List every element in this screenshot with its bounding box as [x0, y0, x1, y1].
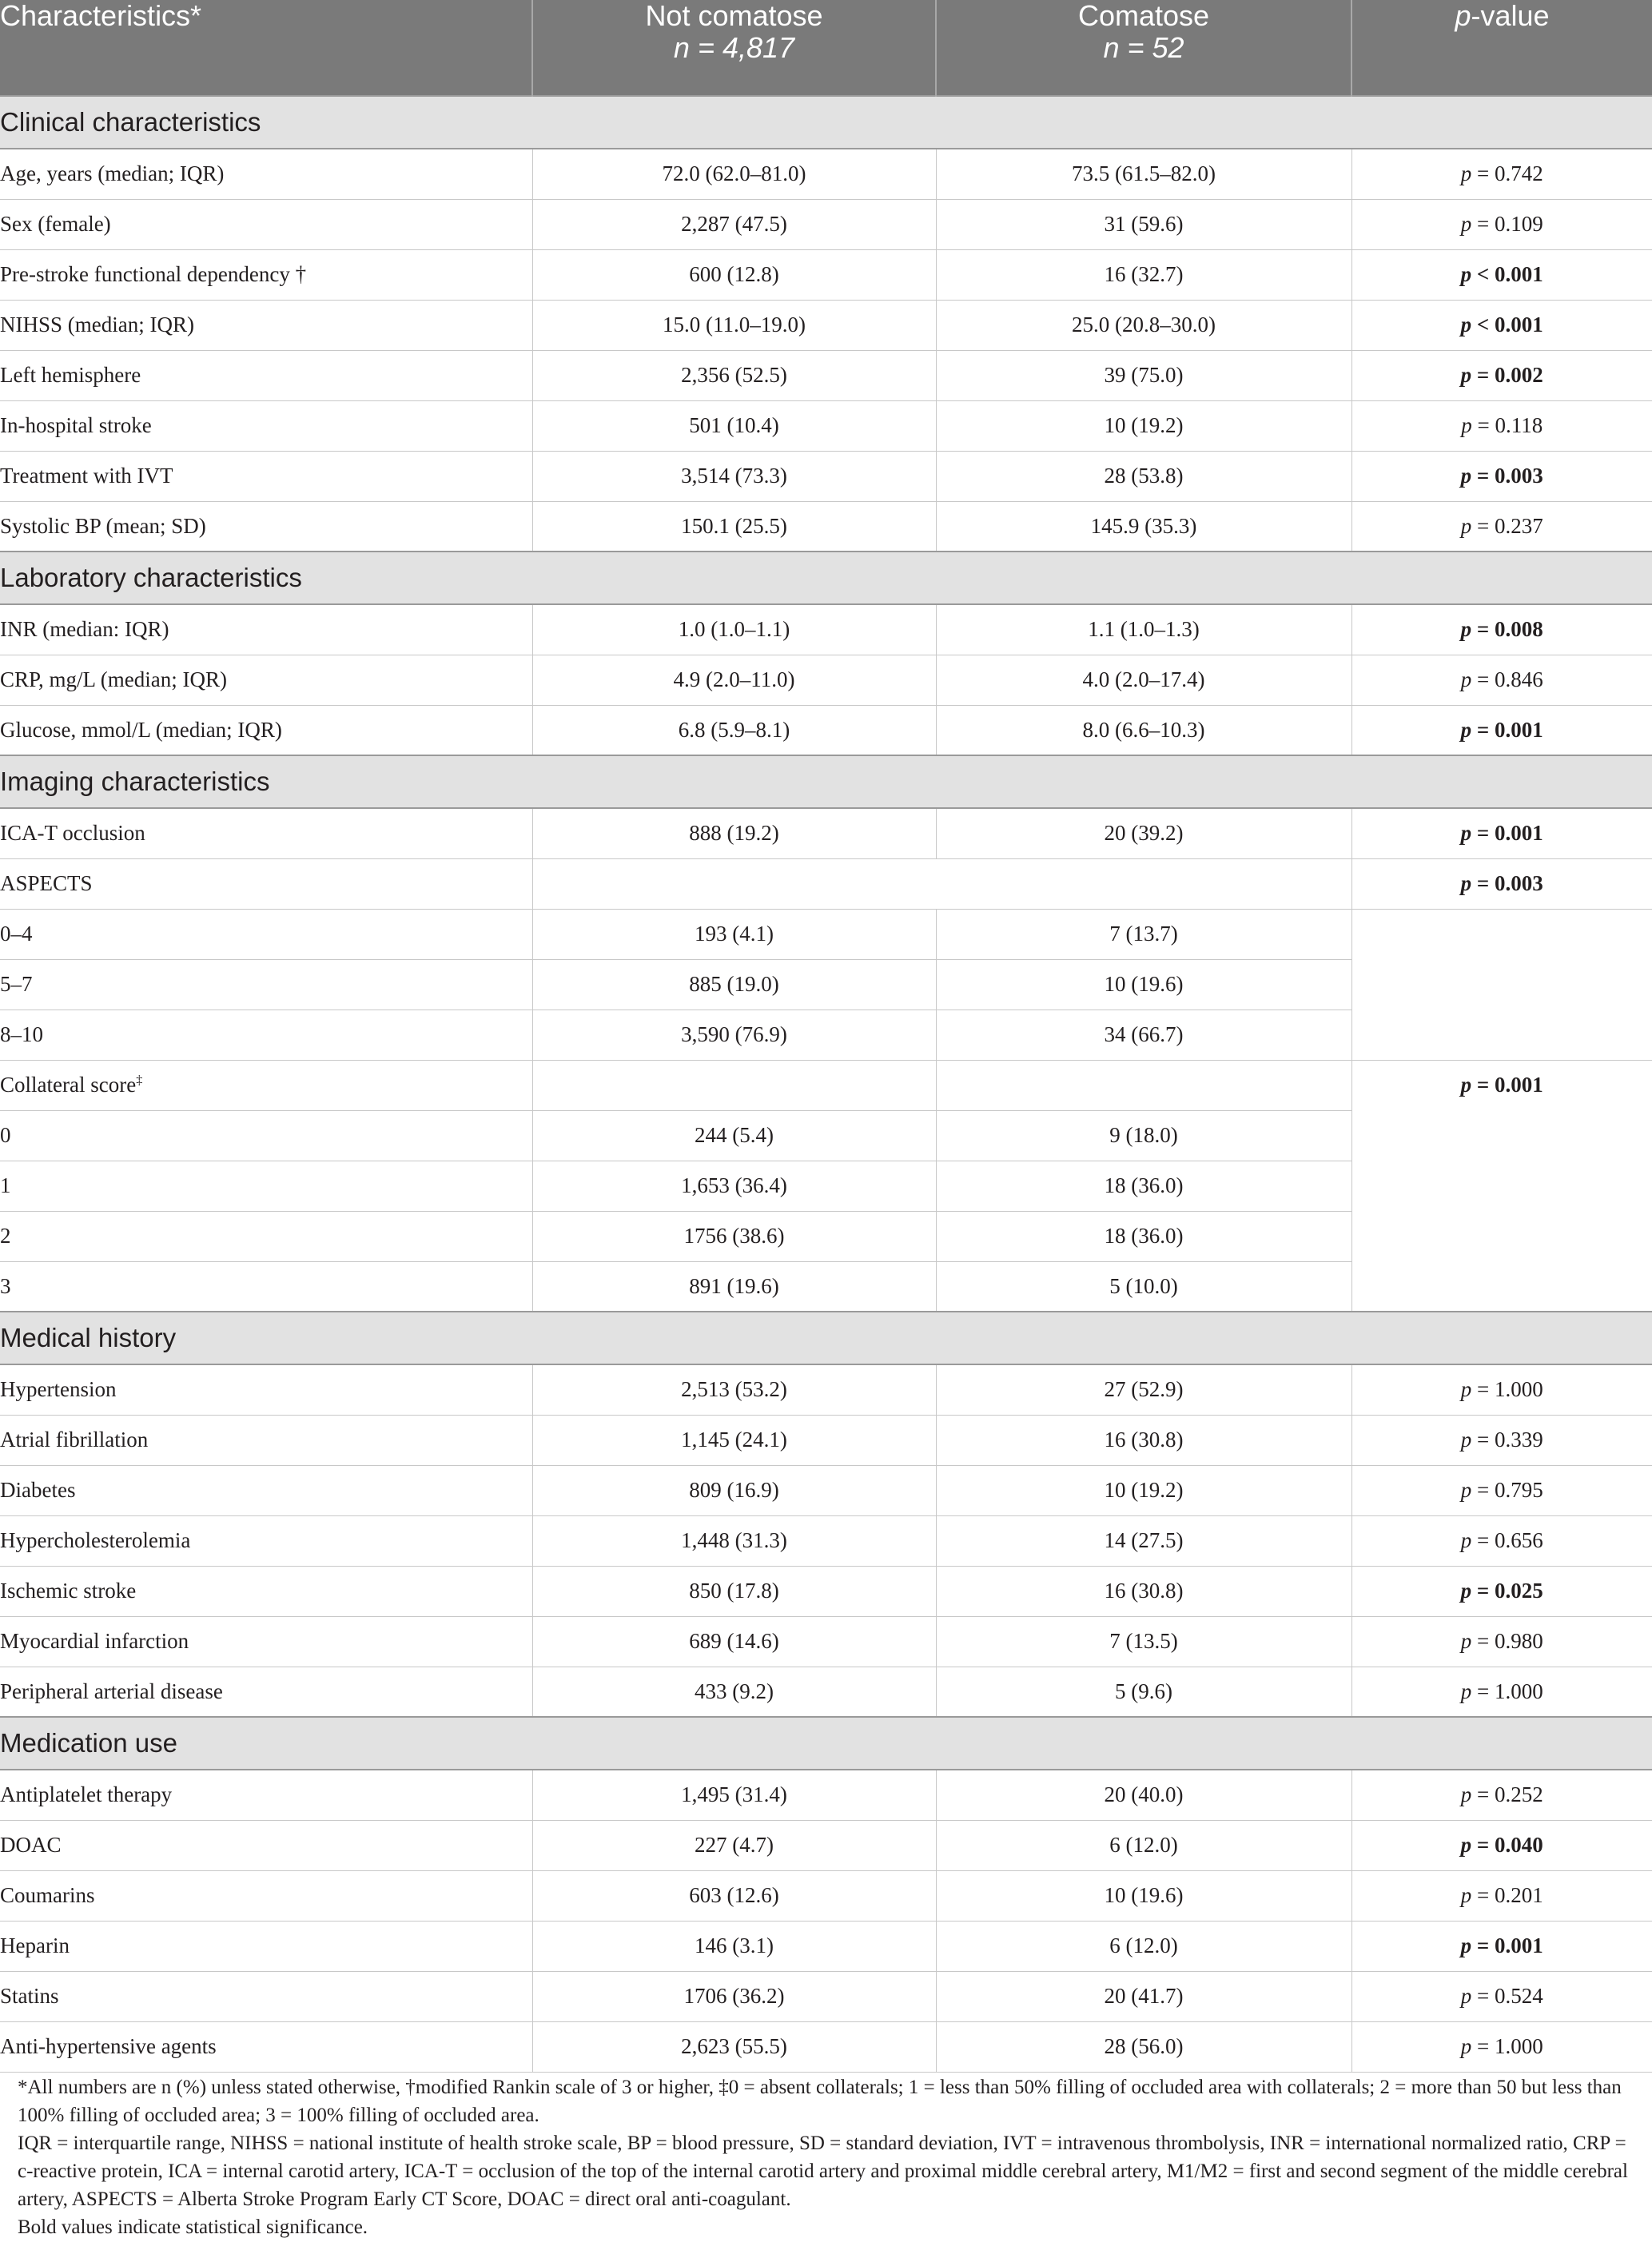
p-value: p = 0.846 — [1351, 655, 1652, 705]
table-row — [0, 1820, 1652, 1870]
table-row — [0, 1211, 1652, 1261]
comatose-value: 1.1 (1.0–1.3) — [936, 604, 1351, 655]
header-not-comatose-n: n = 4,817 — [673, 31, 795, 64]
table-row — [0, 1261, 1652, 1312]
table-body — [0, 96, 1652, 2072]
table-row — [0, 959, 1652, 1010]
header-comatose-n: n = 52 — [1103, 31, 1184, 64]
row-label-text: 8–10 — [0, 1022, 43, 1046]
header-p-value: p-value — [1455, 0, 1550, 32]
section-header-row — [0, 552, 1652, 604]
table-row — [0, 705, 1652, 755]
comatose-value: 9 (18.0) — [936, 1110, 1351, 1161]
comatose-value: 4.0 (2.0–17.4) — [936, 655, 1351, 705]
row-label-text: Statins — [0, 1984, 59, 2008]
not-comatose-value: 193 (4.1) — [532, 909, 936, 959]
not-comatose-value: 689 (14.6) — [532, 1616, 936, 1667]
p-value: p = 0.742 — [1351, 149, 1652, 199]
table-row — [0, 300, 1652, 350]
row-label-text: DOAC — [0, 1833, 62, 1857]
comatose-value: 14 (27.5) — [936, 1515, 1351, 1566]
row-label-text: ASPECTS — [0, 871, 93, 895]
comatose-value: 145.9 (35.3) — [936, 501, 1351, 552]
table-row — [0, 1616, 1652, 1667]
section-title: Medical history — [0, 1312, 1652, 1364]
table-row — [0, 1667, 1652, 1717]
not-comatose-value: 2,287 (47.5) — [532, 199, 936, 249]
row-label — [0, 1060, 532, 1110]
p-value — [1351, 1110, 1652, 1161]
row-label-text: Collateral score — [0, 1073, 137, 1097]
not-comatose-value: 15.0 (11.0–19.0) — [532, 300, 936, 350]
footnote-bold-note: Bold values indicate statistical significance. — [18, 2216, 368, 2238]
section-header-row — [0, 1717, 1652, 1770]
row-label — [0, 1415, 532, 1465]
table-row — [0, 1010, 1652, 1060]
row-label — [0, 249, 532, 300]
comatose-value: 6 (12.0) — [936, 1820, 1351, 1870]
comatose-value: 7 (13.5) — [936, 1616, 1351, 1667]
p-value: p = 0.524 — [1351, 1971, 1652, 2021]
row-label — [0, 1870, 532, 1921]
row-label-text: Pre-stroke functional dependency † — [0, 262, 307, 286]
row-label — [0, 149, 532, 199]
comatose-value: 28 (53.8) — [936, 451, 1351, 501]
table-row — [0, 2021, 1652, 2072]
table-row — [0, 249, 1652, 300]
row-label — [0, 1465, 532, 1515]
row-label — [0, 2021, 532, 2072]
row-label — [0, 1261, 532, 1312]
header-not-comatose-title: Not comatose — [645, 0, 823, 32]
row-label-text: CRP, mg/L (median; IQR) — [0, 667, 227, 691]
row-label — [0, 1616, 532, 1667]
comatose-value: 6 (12.0) — [936, 1921, 1351, 1971]
row-label-text: 5–7 — [0, 972, 33, 996]
section-title: Medication use — [0, 1717, 1652, 1770]
not-comatose-value: 2,513 (53.2) — [532, 1364, 936, 1415]
table-row — [0, 199, 1652, 249]
row-label — [0, 909, 532, 959]
comatose-value: 8.0 (6.6–10.3) — [936, 705, 1351, 755]
row-label — [0, 959, 532, 1010]
row-label-text: Peripheral arterial disease — [0, 1679, 223, 1703]
table-row — [0, 451, 1652, 501]
not-comatose-value: 850 (17.8) — [532, 1566, 936, 1616]
comatose-value: 16 (30.8) — [936, 1415, 1351, 1465]
row-label-footnote-mark: ‡ — [136, 1073, 143, 1087]
row-label-text: Heparin — [0, 1933, 70, 1957]
row-label-text: Atrial fibrillation — [0, 1428, 149, 1452]
header-characteristics: Characteristics* — [0, 0, 532, 96]
row-label-text: 0–4 — [0, 922, 33, 946]
row-label-text: 2 — [0, 1224, 11, 1248]
p-value: p = 0.008 — [1351, 604, 1652, 655]
not-comatose-value: 891 (19.6) — [532, 1261, 936, 1312]
p-value: p = 0.118 — [1351, 400, 1652, 451]
comatose-value: 5 (9.6) — [936, 1667, 1351, 1717]
p-value: p = 0.795 — [1351, 1465, 1652, 1515]
not-comatose-value: 501 (10.4) — [532, 400, 936, 451]
row-label — [0, 604, 532, 655]
not-comatose-value: 146 (3.1) — [532, 1921, 936, 1971]
table-row — [0, 858, 1652, 909]
row-label — [0, 1364, 532, 1415]
table-row — [0, 1566, 1652, 1616]
p-value — [1351, 1211, 1652, 1261]
header-comatose-title: Comatose — [1077, 0, 1210, 32]
p-value: p = 0.252 — [1351, 1770, 1652, 1820]
comatose-value: 39 (75.0) — [936, 350, 1351, 400]
comatose-value: 5 (10.0) — [936, 1261, 1351, 1312]
header-not-comatose — [532, 0, 936, 96]
table-row — [0, 1770, 1652, 1820]
comatose-value: 10 (19.6) — [936, 959, 1351, 1010]
row-label — [0, 1971, 532, 2021]
table-row — [0, 1921, 1652, 1971]
row-label — [0, 1515, 532, 1566]
comatose-value: 7 (13.7) — [936, 909, 1351, 959]
row-label — [0, 1667, 532, 1717]
header-comatose — [936, 0, 1351, 96]
table-row — [0, 1415, 1652, 1465]
row-label-text: Anti-hypertensive agents — [0, 2034, 217, 2058]
table-row — [0, 655, 1652, 705]
row-label-text: Systolic BP (mean; SD) — [0, 513, 206, 538]
row-label — [0, 501, 532, 552]
p-value — [1351, 1261, 1652, 1312]
not-comatose-value: 3,590 (76.9) — [532, 1010, 936, 1060]
table-row — [0, 400, 1652, 451]
p-value: p = 0.003 — [1351, 451, 1652, 501]
comatose-value: 18 (36.0) — [936, 1211, 1351, 1261]
row-label — [0, 400, 532, 451]
row-label-text: Age, years (median; IQR) — [0, 161, 225, 186]
not-comatose-value: 1,145 (24.1) — [532, 1415, 936, 1465]
not-comatose-value: 885 (19.0) — [532, 959, 936, 1010]
table-row — [0, 1161, 1652, 1211]
row-label — [0, 1211, 532, 1261]
p-value: p = 0.002 — [1351, 350, 1652, 400]
row-label — [0, 1770, 532, 1820]
table-row — [0, 1870, 1652, 1921]
p-value: p = 0.001 — [1351, 1921, 1652, 1971]
p-value — [1351, 1161, 1652, 1211]
not-comatose-value: 1,448 (31.3) — [532, 1515, 936, 1566]
table-row — [0, 1110, 1652, 1161]
row-label-text: Myocardial infarction — [0, 1629, 189, 1653]
row-label-text: Coumarins — [0, 1883, 95, 1907]
row-label — [0, 300, 532, 350]
p-value: p < 0.001 — [1351, 300, 1652, 350]
not-comatose-value: 150.1 (25.5) — [532, 501, 936, 552]
comatose-value: 20 (39.2) — [936, 808, 1351, 858]
section-title: Imaging characteristics — [0, 755, 1652, 808]
p-value: p = 0.109 — [1351, 199, 1652, 249]
row-label — [0, 350, 532, 400]
comatose-value: 10 (19.6) — [936, 1870, 1351, 1921]
p-value: p = 0.201 — [1351, 1870, 1652, 1921]
table-footnotes — [18, 2073, 1640, 2241]
table-row — [0, 808, 1652, 858]
table-row — [0, 350, 1652, 400]
not-comatose-value: 72.0 (62.0–81.0) — [532, 149, 936, 199]
not-comatose-value: 2,623 (55.5) — [532, 2021, 936, 2072]
not-comatose-value: 4.9 (2.0–11.0) — [532, 655, 936, 705]
table-row — [0, 501, 1652, 552]
footnote-abbreviations: IQR = interquartile range, NIHSS = national institute of health stroke scale, BP = blood pressure, SD = standard deviation, IVT = intravenous thrombolysis, INR = international normalized ratio, CRP = c-reactive protein, ICA = internal carotid artery, ICA-T = occlusion of the top of the internal carotid artery and proximal middle cerebral artery, M1/M2 = first and second segment of the middle cerebral artery, ASPECTS = Alberta Stroke Program Early CT Score, DOAC = direct oral anti-coagulant. — [18, 2133, 1628, 2210]
section-header-row — [0, 1312, 1652, 1364]
not-comatose-value: 1,653 (36.4) — [532, 1161, 936, 1211]
comatose-value: 34 (66.7) — [936, 1010, 1351, 1060]
p-value: p = 0.237 — [1351, 501, 1652, 552]
p-value: p = 0.656 — [1351, 1515, 1652, 1566]
not-comatose-value: 6.8 (5.9–8.1) — [532, 705, 936, 755]
p-value: p = 0.001 — [1351, 808, 1652, 858]
not-comatose-value: 809 (16.9) — [532, 1465, 936, 1515]
table-row — [0, 1060, 1652, 1110]
p-value: p = 1.000 — [1351, 1364, 1652, 1415]
p-value: p = 0.001 — [1351, 705, 1652, 755]
row-label-text: Hypertension — [0, 1377, 117, 1402]
row-label — [0, 705, 532, 755]
row-label — [0, 1820, 532, 1870]
comatose-value: 25.0 (20.8–30.0) — [936, 300, 1351, 350]
row-label-text: In-hospital stroke — [0, 413, 152, 437]
section-title: Laboratory characteristics — [0, 552, 1652, 604]
comatose-value: 28 (56.0) — [936, 2021, 1351, 2072]
row-label-text: Sex (female) — [0, 212, 111, 236]
row-label — [0, 1921, 532, 1971]
table-header-row — [0, 0, 1652, 96]
row-label-text: INR (median: IQR) — [0, 617, 169, 642]
not-comatose-value: 1,495 (31.4) — [532, 1770, 936, 1820]
p-value — [1351, 909, 1652, 959]
row-label-text: NIHSS (median; IQR) — [0, 313, 194, 337]
row-label — [0, 1010, 532, 1060]
comatose-value: 10 (19.2) — [936, 400, 1351, 451]
comatose-value: 73.5 (61.5–82.0) — [936, 149, 1351, 199]
row-label-text: Diabetes — [0, 1478, 76, 1502]
table-row — [0, 1465, 1652, 1515]
section-title: Clinical characteristics — [0, 96, 1652, 149]
comatose-value: 10 (19.2) — [936, 1465, 1351, 1515]
not-comatose-value: 227 (4.7) — [532, 1820, 936, 1870]
p-value: p = 1.000 — [1351, 1667, 1652, 1717]
row-label — [0, 199, 532, 249]
row-label-text: Left hemisphere — [0, 363, 141, 387]
row-label-text: 3 — [0, 1273, 11, 1298]
table-row — [0, 909, 1652, 959]
not-comatose-value: 2,356 (52.5) — [532, 350, 936, 400]
table-row — [0, 1971, 1652, 2021]
row-label — [0, 1110, 532, 1161]
row-label-text: Ischemic stroke — [0, 1579, 137, 1603]
not-comatose-value: 244 (5.4) — [532, 1110, 936, 1161]
row-label — [0, 1161, 532, 1211]
row-label-text: Antiplatelet therapy — [0, 1782, 173, 1807]
row-label — [0, 655, 532, 705]
row-label-text: ICA-T occlusion — [0, 821, 145, 846]
table-row — [0, 1515, 1652, 1566]
section-header-row — [0, 755, 1652, 808]
row-label-text: Treatment with IVT — [0, 464, 173, 488]
p-value: p = 0.001 — [1460, 1073, 1543, 1097]
row-label-text: Hypercholesterolemia — [0, 1528, 191, 1552]
p-value — [1351, 959, 1652, 1010]
p-value — [1351, 1010, 1652, 1060]
comatose-value: 20 (41.7) — [936, 1971, 1351, 2021]
p-value: p = 0.025 — [1351, 1566, 1652, 1616]
p-value: p < 0.001 — [1351, 249, 1652, 300]
p-value: p = 0.980 — [1351, 1616, 1652, 1667]
not-comatose-value: 1706 (36.2) — [532, 1971, 936, 2021]
p-value: p = 0.040 — [1351, 1820, 1652, 1870]
not-comatose-value — [532, 1060, 936, 1110]
not-comatose-value: 603 (12.6) — [532, 1870, 936, 1921]
p-value: p = 0.003 — [1351, 858, 1652, 909]
comatose-value: 18 (36.0) — [936, 1161, 1351, 1211]
comatose-value — [936, 1060, 1351, 1110]
table-row — [0, 149, 1652, 199]
row-label-text: Glucose, mmol/L (median; IQR) — [0, 717, 282, 742]
comatose-value: 16 (30.8) — [936, 1566, 1351, 1616]
p-value: p = 0.339 — [1351, 1415, 1652, 1465]
not-comatose-value: 600 (12.8) — [532, 249, 936, 300]
comatose-value: 31 (59.6) — [936, 199, 1351, 249]
not-comatose-value: 433 (9.2) — [532, 1667, 936, 1717]
table-row — [0, 1364, 1652, 1415]
section-header-row — [0, 96, 1652, 149]
row-label — [0, 1566, 532, 1616]
merged-value-cell — [532, 858, 1351, 909]
not-comatose-value: 888 (19.2) — [532, 808, 936, 858]
comatose-value: 20 (40.0) — [936, 1770, 1351, 1820]
p-value: p = 1.000 — [1351, 2021, 1652, 2072]
comatose-value: 27 (52.9) — [936, 1364, 1351, 1415]
row-label — [0, 808, 532, 858]
row-label-text: 1 — [0, 1173, 11, 1197]
not-comatose-value: 1.0 (1.0–1.1) — [532, 604, 936, 655]
comatose-value: 16 (32.7) — [936, 249, 1351, 300]
table-row — [0, 604, 1652, 655]
footnote-definitions: *All numbers are n (%) unless stated otherwise, †modified Rankin scale of 3 or higher, ‡0 = absent collaterals; 1 = less than 50% filling of occluded area with collaterals; 2 = more than 50 but less than 100% filling of occluded area; 3 = 100% filling of occluded area. — [18, 2077, 1622, 2126]
row-label — [0, 451, 532, 501]
not-comatose-value: 3,514 (73.3) — [532, 451, 936, 501]
row-label — [0, 858, 532, 909]
not-comatose-value: 1756 (38.6) — [532, 1211, 936, 1261]
row-label-text: 0 — [0, 1123, 11, 1147]
